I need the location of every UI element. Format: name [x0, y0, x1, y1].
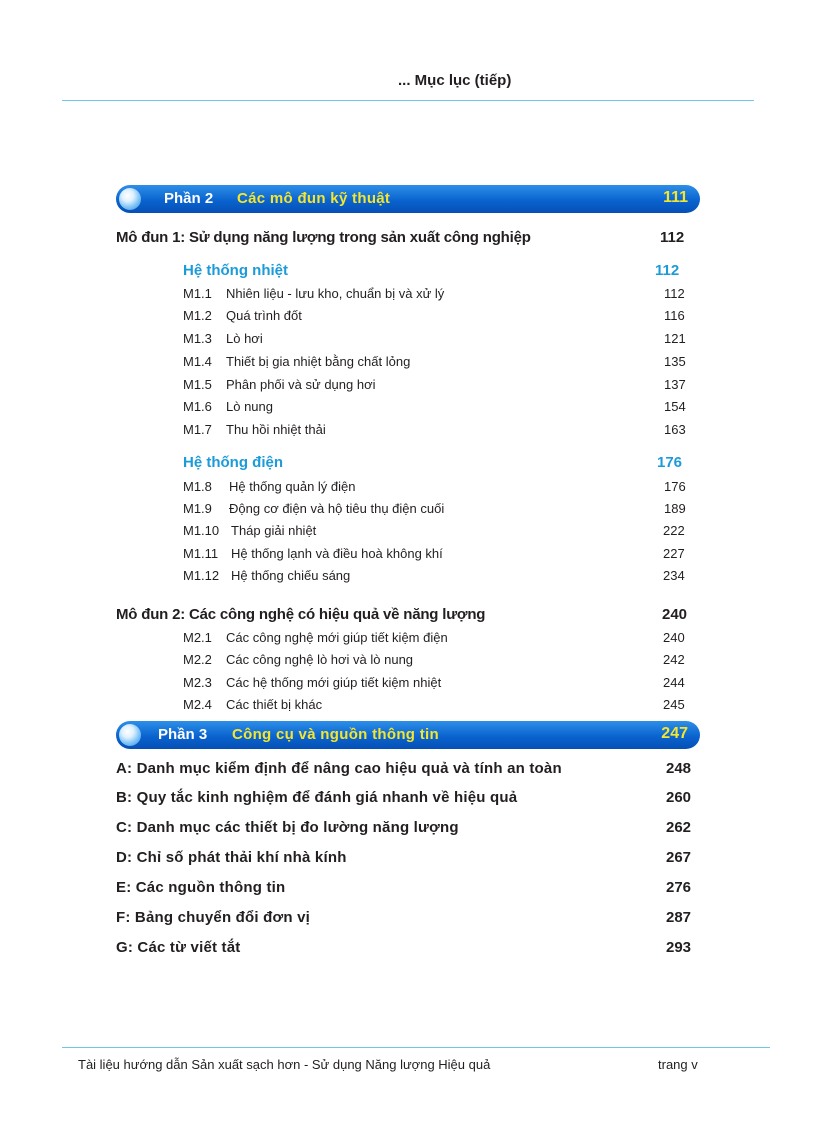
- item-label: Lò nung: [226, 399, 273, 414]
- appendix-title: D: Chỉ số phát thải khí nhà kính: [116, 849, 347, 866]
- item-page: 176: [664, 479, 686, 494]
- item-page: 240: [663, 630, 685, 645]
- item-label: Động cơ điện và hộ tiêu thụ điện cuối: [229, 501, 445, 516]
- item-page: 121: [664, 331, 686, 346]
- item-page: 242: [663, 652, 685, 667]
- item-code: M2.4: [183, 697, 212, 712]
- item-label: Các công nghệ lò hơi và lò nung: [226, 652, 414, 667]
- part3-section-bar[interactable]: [116, 721, 700, 749]
- appendix-page: 248: [666, 760, 692, 777]
- item-label: Thu hồi nhiệt thải: [226, 422, 326, 437]
- page-header-title: ... Mục lục (tiếp): [398, 72, 512, 89]
- item-page: 222: [663, 523, 685, 538]
- item-label: Hệ thống quản lý điện: [229, 479, 356, 494]
- item-label: Quá trình đốt: [226, 308, 302, 323]
- item-code: M1.3: [183, 331, 212, 346]
- item-page: 112: [664, 286, 685, 301]
- item-code: M1.1: [183, 286, 212, 301]
- module1-page: 112: [660, 229, 685, 246]
- module2-page: 240: [662, 606, 688, 623]
- item-page: 245: [663, 697, 685, 712]
- item-label: Các thiết bị khác: [226, 697, 323, 712]
- item-page: 244: [663, 675, 685, 690]
- item-code: M1.6: [183, 399, 212, 414]
- item-label: Nhiên liệu - lưu kho, chuẩn bị và xử lý: [226, 286, 445, 301]
- item-label: Hệ thống lạnh và điều hoà không khí: [231, 546, 443, 561]
- appendix-title: A: Danh mục kiểm định để nâng cao hiệu quả và tính an toàn: [116, 760, 562, 777]
- appendix-page: 262: [666, 819, 692, 836]
- item-label: Các hệ thống mới giúp tiết kiệm nhiệt: [226, 675, 442, 690]
- item-code: M1.5: [183, 377, 212, 392]
- item-label: Phân phối và sử dụng hơi: [226, 377, 376, 392]
- group-heat-title: Hệ thống nhiệt: [183, 262, 288, 279]
- bullet-icon: [119, 724, 141, 746]
- appendix-title: C: Danh mục các thiết bị đo lường năng lượng: [116, 819, 459, 836]
- item-code: M2.1: [183, 630, 212, 645]
- footer-text: Tài liệu hướng dẫn Sản xuất sạch hơn - Sử dụng Năng lượng Hiệu quả: [78, 1057, 491, 1072]
- item-code: M1.7: [183, 422, 212, 437]
- appendix-page: 287: [666, 909, 692, 926]
- footer-rule: [62, 1047, 770, 1048]
- item-page: 189: [664, 501, 686, 516]
- item-page: 135: [664, 354, 686, 369]
- item-code: M1.8: [183, 479, 212, 494]
- part3-page: 247: [661, 725, 688, 742]
- header-rule: [62, 100, 754, 101]
- item-page: 227: [663, 546, 685, 561]
- item-page: 163: [664, 422, 686, 437]
- item-page: 116: [664, 308, 685, 323]
- item-code: M1.2: [183, 308, 212, 323]
- appendix-title: G: Các từ viết tắt: [116, 939, 241, 956]
- item-label: Thiết bị gia nhiệt bằng chất lỏng: [226, 354, 411, 369]
- part3-label: Phần 3: [158, 726, 208, 743]
- appendix-page: 276: [666, 879, 692, 896]
- item-label: Tháp giải nhiệt: [231, 523, 317, 538]
- bullet-icon: [119, 188, 141, 210]
- module1-title: Mô đun 1: Sử dụng năng lượng trong sản xuất công nghiệp: [116, 229, 531, 246]
- part2-title: Các mô đun kỹ thuật: [237, 190, 391, 207]
- item-code: M1.12: [183, 568, 220, 583]
- part2-section-bar[interactable]: [116, 185, 700, 213]
- part2-page: 111: [663, 189, 688, 206]
- item-code: M1.10: [183, 523, 220, 538]
- group-electric-title: Hệ thống điện: [183, 454, 283, 471]
- appendix-page: 260: [666, 789, 692, 806]
- item-label: Lò hơi: [226, 331, 263, 346]
- group-electric-page: 176: [657, 454, 683, 471]
- item-code: M1.9: [183, 501, 212, 516]
- item-label: Các công nghệ mới giúp tiết kiệm điện: [226, 630, 448, 645]
- appendix-title: F: Bảng chuyển đổi đơn vị: [116, 909, 311, 926]
- item-code: M1.4: [183, 354, 212, 369]
- item-code: M1.11: [183, 546, 219, 561]
- appendix-page: 267: [666, 849, 692, 866]
- item-label: Hệ thống chiếu sáng: [231, 568, 351, 583]
- appendix-page: 293: [666, 939, 692, 956]
- part2-label: Phần 2: [164, 190, 214, 207]
- item-code: M2.2: [183, 652, 212, 667]
- group-heat-page: 112: [655, 262, 680, 279]
- appendix-title: E: Các nguồn thông tin: [116, 879, 286, 896]
- item-page: 234: [663, 568, 685, 583]
- footer-page-label: trang v: [658, 1057, 698, 1072]
- part3-title: Công cụ và nguồn thông tin: [232, 726, 439, 743]
- module2-title: Mô đun 2: Các công nghệ có hiệu quả về năng lượng: [116, 606, 486, 623]
- item-page: 137: [664, 377, 686, 392]
- item-page: 154: [664, 399, 686, 414]
- item-code: M2.3: [183, 675, 212, 690]
- appendix-title: B: Quy tắc kinh nghiệm để đánh giá nhanh về hiệu quả: [116, 789, 518, 806]
